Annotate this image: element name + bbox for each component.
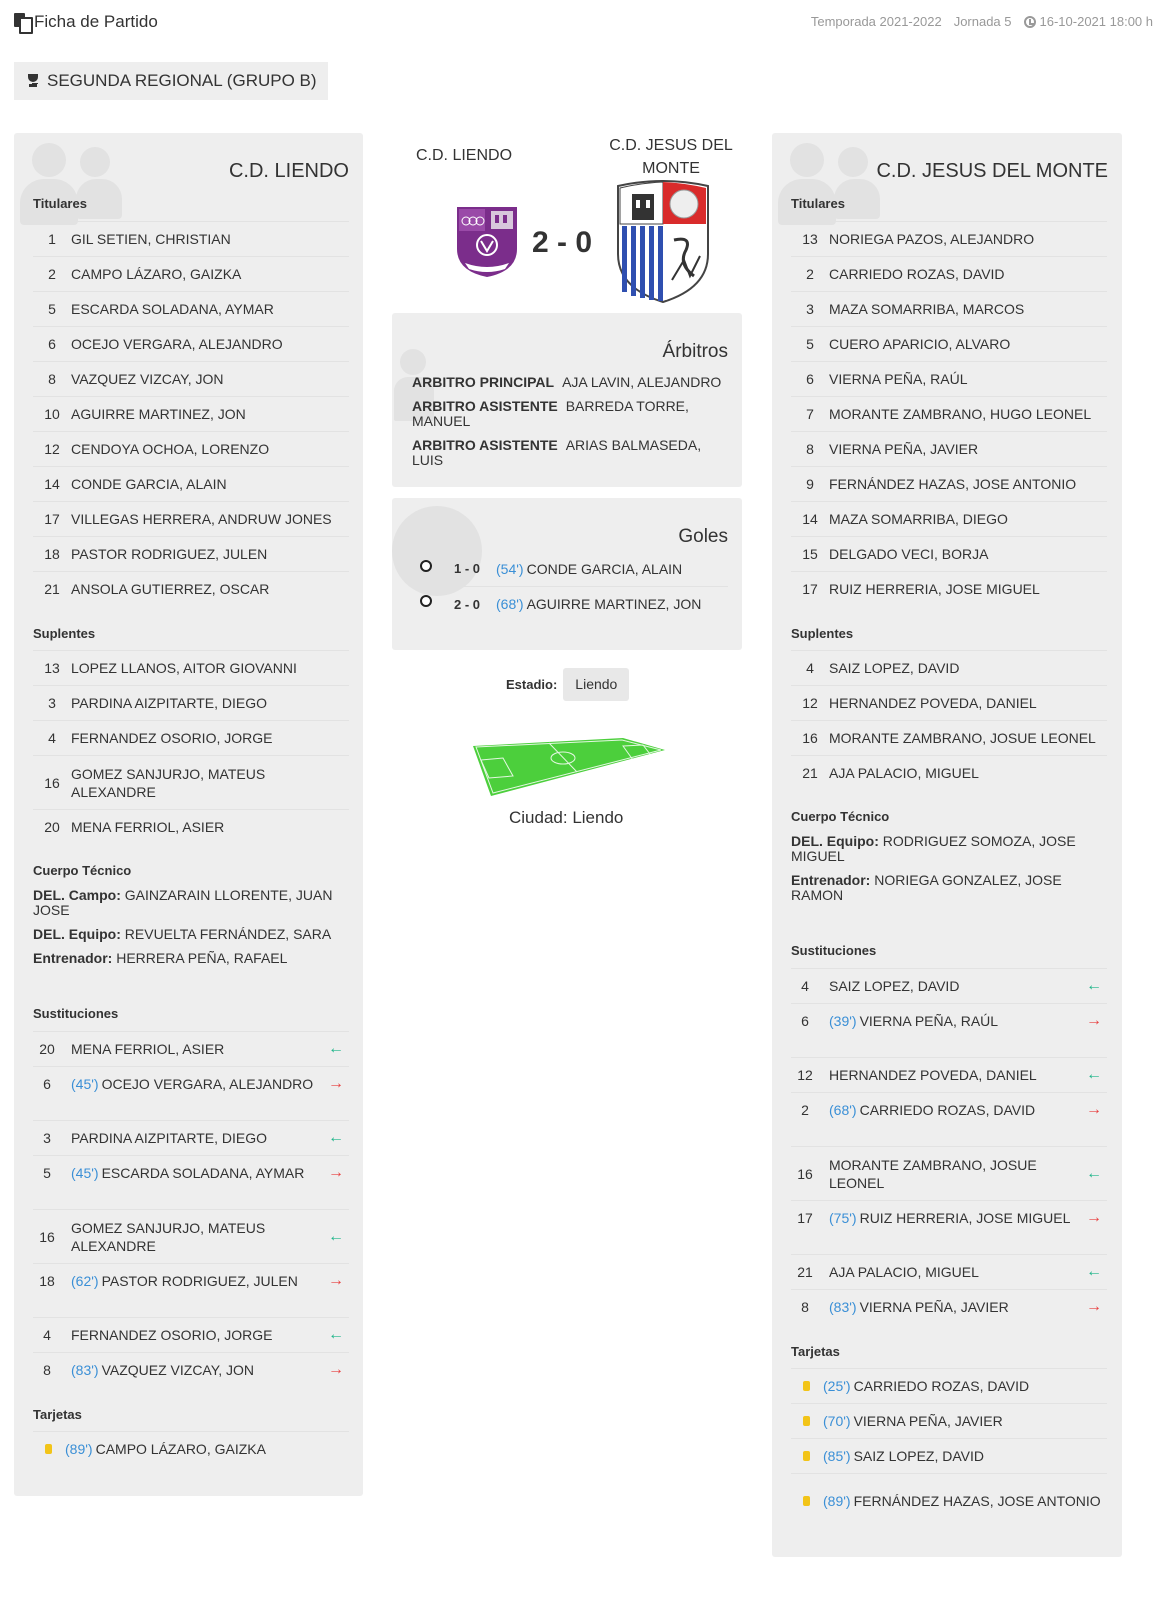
player-name: FERNANDEZ OSORIO, JORGE xyxy=(71,730,273,746)
arrow-right-icon: → xyxy=(328,1164,344,1181)
staff-role: Entrenador: xyxy=(791,872,871,888)
player-number: 13 xyxy=(802,231,818,247)
away-staff-label: Cuerpo Técnico xyxy=(791,809,890,824)
player-number: 15 xyxy=(802,546,818,562)
player-name: FERNÁNDEZ HAZAS, JOSE ANTONIO xyxy=(829,476,1077,492)
player-name: MAZA SOMARRIBA, MARCOS xyxy=(829,301,1025,317)
player-name: CONDE GARCIA, ALAIN xyxy=(71,476,227,492)
referee-role: ARBITRO PRINCIPAL xyxy=(412,374,555,390)
arrow-left-icon: ← xyxy=(328,1129,344,1146)
home-cards-list xyxy=(33,1431,349,1466)
player-number: 21 xyxy=(802,765,818,781)
away-subs-label: Sustituciones xyxy=(791,943,877,958)
home-team-crest[interactable] xyxy=(455,205,519,279)
player-number: 20 xyxy=(39,1041,55,1057)
player-row[interactable] xyxy=(33,221,349,256)
player-number: 14 xyxy=(802,511,818,527)
player-row[interactable] xyxy=(791,501,1107,536)
yellow-card-icon xyxy=(45,1444,52,1454)
arrow-right-icon: → xyxy=(1086,1298,1102,1315)
player-number: 13 xyxy=(44,660,60,676)
player-number: 16 xyxy=(44,774,60,791)
player-number: 7 xyxy=(806,406,814,422)
staff-line xyxy=(33,951,343,966)
player-name: VAZQUEZ VIZCAY, JON xyxy=(101,1362,255,1378)
substitution-group xyxy=(33,1209,349,1298)
player-number: 21 xyxy=(797,1264,813,1280)
staff-role: Entrenador: xyxy=(33,950,113,966)
player-number: 8 xyxy=(43,1362,51,1378)
stadium-name[interactable]: Liendo xyxy=(563,668,629,701)
player-number: 16 xyxy=(802,730,818,746)
player-row[interactable] xyxy=(791,256,1107,291)
player-number: 18 xyxy=(44,546,60,562)
player-name: CENDOYA OCHOA, LORENZO xyxy=(71,441,270,457)
sub-minute: (75') xyxy=(829,1210,857,1226)
player-name: SAIZ LOPEZ, DAVID xyxy=(829,978,960,994)
player-name: CARRIEDO ROZAS, DAVID xyxy=(853,1378,1030,1394)
away-cards-list xyxy=(791,1368,1107,1527)
player-name: PASTOR RODRIGUEZ, JULEN xyxy=(101,1273,298,1289)
player-name: MORANTE ZAMBRANO, JOSUE LEONEL xyxy=(829,730,1096,746)
city-label: Ciudad: Liendo xyxy=(509,808,624,827)
player-number: 6 xyxy=(48,336,56,352)
sub-in-row[interactable] xyxy=(33,1031,349,1066)
sub-minute: (39') xyxy=(829,1013,857,1029)
document-icon xyxy=(14,13,30,31)
card-minute: (70') xyxy=(823,1413,851,1429)
referee-role: ARBITRO ASISTENTE xyxy=(412,398,558,414)
player-row[interactable] xyxy=(33,650,349,685)
player-number: 8 xyxy=(806,441,814,457)
sub-out-row[interactable] xyxy=(791,1092,1107,1127)
player-name: VILLEGAS HERRERA, ANDRUW JONES xyxy=(71,511,332,527)
player-number: 2 xyxy=(806,266,814,282)
match-score: 2 - 0 xyxy=(532,226,593,259)
player-row[interactable] xyxy=(791,431,1107,466)
player-number: 5 xyxy=(806,336,814,352)
player-number: 6 xyxy=(43,1076,51,1092)
soccer-ball-icon xyxy=(420,560,432,572)
player-name: ANSOLA GUTIERREZ, OSCAR xyxy=(71,581,270,597)
away-staff-list xyxy=(791,834,1101,912)
home-team-panel xyxy=(14,133,363,1496)
player-number: 1 xyxy=(48,231,56,247)
player-name: DELGADO VECI, BORJA xyxy=(829,546,989,562)
player-name: CUERO APARICIO, ALVARO xyxy=(829,336,1011,352)
card-minute: (25') xyxy=(823,1378,851,1394)
arrow-left-icon: ← xyxy=(1086,1263,1102,1280)
player-number: 8 xyxy=(48,371,56,387)
player-row[interactable] xyxy=(33,501,349,536)
player-row[interactable] xyxy=(791,720,1107,755)
away-team-name: C.D. JESUS DEL MONTE xyxy=(876,160,1108,182)
sub-minute: (62') xyxy=(71,1273,99,1289)
staff-role: DEL. Equipo: xyxy=(791,833,879,849)
player-name: PARDINA AIZPITARTE, DIEGO xyxy=(71,1130,268,1146)
home-cards-label: Tarjetas xyxy=(33,1407,82,1422)
player-name: HERNANDEZ POVEDA, DANIEL xyxy=(829,1067,1037,1083)
referees-list xyxy=(412,375,732,477)
sub-out-row[interactable] xyxy=(791,1200,1107,1235)
sub-in-row[interactable] xyxy=(791,1254,1107,1289)
staff-name: HERRERA PEÑA, RAFAEL xyxy=(116,950,288,966)
staff-name: RODRIGUEZ SOMOZA, JOSE MIGUEL xyxy=(791,833,1076,864)
player-number: 4 xyxy=(43,1327,51,1343)
staff-name: REVUELTA FERNÁNDEZ, SARA xyxy=(124,926,332,942)
player-row[interactable] xyxy=(791,291,1107,326)
player-number: 2 xyxy=(48,266,56,282)
player-row[interactable] xyxy=(33,431,349,466)
player-name: VIERNA PEÑA, RAÚL xyxy=(859,1013,999,1029)
player-number: 5 xyxy=(43,1165,51,1181)
card-row[interactable] xyxy=(791,1438,1107,1473)
player-number: 3 xyxy=(43,1130,51,1146)
sub-minute: (83') xyxy=(829,1299,857,1315)
player-number: 18 xyxy=(39,1273,55,1289)
player-row[interactable] xyxy=(791,755,1107,790)
player-number: 12 xyxy=(44,441,60,457)
match-meta xyxy=(811,14,1153,29)
card-minute: (89') xyxy=(65,1441,93,1457)
player-row[interactable] xyxy=(33,755,349,809)
player-name: CAMPO LÁZARO, GAIZKA xyxy=(71,266,242,282)
referee-name: ARIAS BALMASEDA, LUIS xyxy=(412,437,702,468)
player-name: RUIZ HERRERIA, JOSE MIGUEL xyxy=(829,581,1040,597)
player-name: GOMEZ SANJURJO, MATEUS ALEXANDRE xyxy=(71,765,266,800)
home-subs-label: Sustituciones xyxy=(33,1006,119,1021)
goal-scorer: AGUIRRE MARTINEZ, JON xyxy=(526,596,702,612)
player-name: LOPEZ LLANOS, AITOR GIOVANNI xyxy=(71,660,297,676)
player-row[interactable] xyxy=(33,326,349,361)
top-bar xyxy=(14,12,1153,34)
player-name: VIERNA PEÑA, RAÚL xyxy=(829,371,968,387)
player-name: SAIZ LOPEZ, DAVID xyxy=(829,660,960,676)
staff-role: DEL. Campo: xyxy=(33,887,121,903)
arrow-right-icon: → xyxy=(1086,1101,1102,1118)
player-row[interactable] xyxy=(33,571,349,606)
player-name-wrap xyxy=(823,1492,1101,1510)
card-row[interactable] xyxy=(791,1473,1107,1527)
card-row[interactable] xyxy=(33,1431,349,1466)
yellow-card-icon xyxy=(803,1451,810,1461)
player-number: 20 xyxy=(44,819,60,835)
player-row[interactable] xyxy=(791,571,1107,606)
substitution-group xyxy=(791,1146,1107,1235)
player-name: AGUIRRE MARTINEZ, JON xyxy=(71,406,246,422)
home-team-title[interactable]: C.D. LIENDO xyxy=(416,147,513,164)
away-cards-label: Tarjetas xyxy=(791,1344,840,1359)
competition-badge[interactable] xyxy=(14,62,328,100)
arrow-right-icon: → xyxy=(328,1361,344,1378)
goals-title: Goles xyxy=(678,526,728,547)
player-row[interactable] xyxy=(791,466,1107,501)
sub-minute: (83') xyxy=(71,1362,99,1378)
home-team-name: C.D. LIENDO xyxy=(228,160,349,182)
arrow-right-icon: → xyxy=(1086,1012,1102,1029)
player-number: 5 xyxy=(48,301,56,317)
away-subs-list xyxy=(791,968,1107,1343)
sub-minute: (68') xyxy=(829,1102,857,1118)
player-number: 16 xyxy=(39,1228,55,1245)
player-name: OCEJO VERGARA, ALEJANDRO xyxy=(71,336,283,352)
referee-line xyxy=(412,399,732,429)
player-name: NORIEGA PAZOS, ALEJANDRO xyxy=(829,231,1035,247)
away-titulares-list xyxy=(791,221,1107,606)
player-row[interactable] xyxy=(33,466,349,501)
player-row[interactable] xyxy=(791,650,1107,685)
staff-line xyxy=(791,834,1101,864)
season-label: Temporada 2021-2022 xyxy=(810,14,942,29)
player-row[interactable] xyxy=(33,361,349,396)
away-suplentes-list xyxy=(791,650,1107,790)
player-name-wrap xyxy=(819,1012,1081,1030)
substitution-group xyxy=(791,1254,1107,1324)
goal-score: 2 - 0 xyxy=(453,596,480,612)
page-title: Ficha de Partido xyxy=(34,12,158,31)
arrow-left-icon: ← xyxy=(328,1326,344,1343)
away-team-title[interactable]: C.D. JESUS DEL MONTE xyxy=(609,137,733,177)
goal-minute: (68') xyxy=(496,596,524,612)
substitution-group xyxy=(791,968,1107,1038)
player-number: 4 xyxy=(801,978,809,994)
player-name-wrap xyxy=(61,1164,323,1182)
home-staff-label: Cuerpo Técnico xyxy=(33,863,132,878)
player-row[interactable] xyxy=(33,720,349,755)
goal-scorer: CONDE GARCIA, ALAIN xyxy=(526,560,683,577)
player-name: VIERNA PEÑA, JAVIER xyxy=(859,1299,1009,1315)
player-name-wrap xyxy=(61,1272,323,1290)
card-row[interactable] xyxy=(791,1403,1107,1438)
player-name: MENA FERRIOL, ASIER xyxy=(71,819,225,835)
player-name: FERNÁNDEZ HAZAS, JOSE ANTONIO xyxy=(853,1492,1101,1509)
player-number: 21 xyxy=(44,581,60,597)
player-name: AJA PALACIO, MIGUEL xyxy=(829,1264,979,1280)
staff-role: DEL. Equipo: xyxy=(33,926,121,942)
sub-in-row[interactable] xyxy=(33,1209,349,1263)
card-minute: (89') xyxy=(823,1492,851,1509)
player-number: 17 xyxy=(802,581,818,597)
player-number: 6 xyxy=(806,371,814,387)
round-label: Jornada 5 xyxy=(953,14,1012,29)
sub-in-row[interactable] xyxy=(791,968,1107,1003)
home-suplentes-label: Suplentes xyxy=(33,626,96,641)
sub-out-row[interactable] xyxy=(791,1289,1107,1324)
player-name: AJA PALACIO, MIGUEL xyxy=(829,765,979,781)
yellow-card-icon xyxy=(803,1416,810,1426)
away-team-panel xyxy=(772,133,1122,1557)
player-name: HERNANDEZ POVEDA, DANIEL xyxy=(829,695,1037,711)
player-name-wrap xyxy=(61,1075,323,1093)
sub-out-row[interactable] xyxy=(33,1352,349,1387)
player-row[interactable] xyxy=(33,291,349,326)
datetime-wrap xyxy=(1024,14,1153,29)
clock-icon xyxy=(1024,16,1036,28)
player-name: GOMEZ SANJURJO, MATEUS ALEXANDRE xyxy=(71,1219,266,1254)
player-name-wrap xyxy=(819,1298,1081,1316)
sub-minute: (45') xyxy=(71,1165,99,1181)
sub-out-row[interactable] xyxy=(791,1003,1107,1038)
player-name: SAIZ LOPEZ, DAVID xyxy=(853,1448,985,1464)
arrow-left-icon: ← xyxy=(328,1040,344,1057)
staff-name: GAINZARAIN LLORENTE, JUAN JOSE xyxy=(33,887,333,918)
player-row[interactable] xyxy=(791,326,1107,361)
sub-in-row[interactable] xyxy=(33,1317,349,1352)
player-name: MAZA SOMARRIBA, DIEGO xyxy=(829,511,1008,527)
stadium-label: Estadio: xyxy=(506,677,558,692)
goal-score: 1 - 0 xyxy=(453,561,480,576)
datetime-label: 16-10-2021 18:00 h xyxy=(1039,14,1153,29)
sub-out-row[interactable] xyxy=(33,1155,349,1190)
player-row[interactable] xyxy=(33,685,349,720)
player-name: GIL SETIEN, CHRISTIAN xyxy=(71,231,231,247)
competition-name: SEGUNDA REGIONAL (GRUPO B) xyxy=(47,71,317,90)
sub-in-row[interactable] xyxy=(791,1146,1107,1200)
staff-line xyxy=(33,927,343,942)
player-row[interactable] xyxy=(791,685,1107,720)
arrow-left-icon: ← xyxy=(1086,1066,1102,1083)
card-minute: (85') xyxy=(823,1448,851,1464)
player-name: PASTOR RODRIGUEZ, JULEN xyxy=(71,546,268,562)
arrow-right-icon: → xyxy=(328,1075,344,1092)
player-name: MORANTE ZAMBRANO, JOSUE LEONEL xyxy=(829,1156,1037,1191)
sub-out-row[interactable] xyxy=(33,1066,349,1101)
player-name: VIERNA PEÑA, JAVIER xyxy=(853,1413,1003,1429)
away-titulares-label: Titulares xyxy=(791,196,845,211)
player-name-wrap xyxy=(819,1209,1081,1227)
stadium-info xyxy=(506,668,629,701)
player-name: CARRIEDO ROZAS, DAVID xyxy=(829,266,1005,282)
player-name: ESCARDA SOLADANA, AYMAR xyxy=(101,1165,305,1181)
card-row[interactable] xyxy=(791,1368,1107,1403)
player-row[interactable] xyxy=(791,221,1107,256)
player-number: 2 xyxy=(801,1102,809,1118)
referee-line xyxy=(412,375,732,390)
player-number: 4 xyxy=(806,660,814,676)
home-titulares-label: Titulares xyxy=(33,196,87,211)
goal-row[interactable] xyxy=(412,551,728,586)
arrow-left-icon: ← xyxy=(1086,977,1102,994)
referees-box xyxy=(392,313,742,487)
arrow-left-icon: ← xyxy=(1086,1164,1102,1182)
player-row[interactable] xyxy=(791,536,1107,571)
player-row[interactable] xyxy=(791,361,1107,396)
player-number: 10 xyxy=(44,406,60,422)
player-number: 12 xyxy=(797,1067,813,1083)
player-name: FERNANDEZ OSORIO, JORGE xyxy=(71,1327,273,1343)
player-name: MORANTE ZAMBRANO, HUGO LEONEL xyxy=(829,406,1092,422)
player-row[interactable] xyxy=(791,396,1107,431)
player-number: 3 xyxy=(806,301,814,317)
page-title-wrap xyxy=(14,12,158,32)
arrow-right-icon: → xyxy=(1086,1209,1102,1226)
player-number: 6 xyxy=(801,1013,809,1029)
player-name: VIERNA PEÑA, JAVIER xyxy=(829,441,979,457)
home-subs-list xyxy=(33,1031,349,1406)
arrow-left-icon: ← xyxy=(328,1227,344,1245)
player-row[interactable] xyxy=(33,536,349,571)
player-row[interactable] xyxy=(33,396,349,431)
player-number: 12 xyxy=(802,695,818,711)
goal-minute: (54') xyxy=(496,560,524,577)
goal-row[interactable] xyxy=(412,586,728,621)
player-name: CARRIEDO ROZAS, DAVID xyxy=(859,1102,1036,1118)
staff-name: NORIEGA GONZALEZ, JOSE RAMON xyxy=(791,872,1062,903)
player-number: 17 xyxy=(44,511,60,527)
arrow-right-icon: → xyxy=(328,1272,344,1289)
sub-out-row[interactable] xyxy=(33,1263,349,1298)
referees-title: Árbitros xyxy=(662,341,728,362)
goals-list xyxy=(412,551,728,621)
player-name: MENA FERRIOL, ASIER xyxy=(71,1041,225,1057)
player-row[interactable] xyxy=(33,809,349,844)
away-team-crest[interactable] xyxy=(614,180,712,304)
football-pitch-icon xyxy=(473,738,665,796)
player-number: 9 xyxy=(806,476,814,492)
player-number: 4 xyxy=(48,730,56,746)
trophy-icon xyxy=(25,74,41,89)
sub-in-row[interactable] xyxy=(33,1120,349,1155)
player-name-wrap xyxy=(819,1101,1081,1119)
away-suplentes-label: Suplentes xyxy=(791,626,854,641)
home-staff-list xyxy=(33,888,343,975)
player-name: VAZQUEZ VIZCAY, JON xyxy=(71,371,224,387)
player-name-wrap xyxy=(61,1361,323,1379)
referee-role: ARBITRO ASISTENTE xyxy=(412,437,558,453)
soccer-ball-icon xyxy=(420,595,432,607)
sub-minute: (45') xyxy=(71,1076,99,1092)
staff-line xyxy=(791,873,1101,903)
substitution-group xyxy=(791,1057,1107,1127)
substitution-group xyxy=(33,1120,349,1190)
substitution-group xyxy=(33,1031,349,1101)
yellow-card-icon xyxy=(803,1496,810,1506)
player-name: OCEJO VERGARA, ALEJANDRO xyxy=(101,1076,314,1092)
home-titulares-list xyxy=(33,221,349,606)
yellow-card-icon xyxy=(803,1381,810,1391)
referee-name: BARREDA TORRE, MANUEL xyxy=(412,398,689,429)
player-number: 3 xyxy=(48,695,56,711)
referee-name: AJA LAVIN, ALEJANDRO xyxy=(562,374,722,390)
player-name: RUIZ HERRERIA, JOSE MIGUEL xyxy=(859,1210,1071,1226)
staff-line xyxy=(33,888,343,918)
player-number: 17 xyxy=(797,1210,813,1226)
goals-box xyxy=(392,498,742,650)
sub-in-row[interactable] xyxy=(791,1057,1107,1092)
player-name: ESCARDA SOLADANA, AYMAR xyxy=(71,301,274,317)
player-name: PARDINA AIZPITARTE, DIEGO xyxy=(71,695,268,711)
player-row[interactable] xyxy=(33,256,349,291)
player-number: 14 xyxy=(44,476,60,492)
home-suplentes-list xyxy=(33,650,349,844)
substitution-group xyxy=(33,1317,349,1387)
player-name: CAMPO LÁZARO, GAIZKA xyxy=(95,1441,266,1457)
referee-line xyxy=(412,438,732,468)
player-number: 16 xyxy=(797,1165,813,1182)
player-number: 8 xyxy=(801,1299,809,1315)
